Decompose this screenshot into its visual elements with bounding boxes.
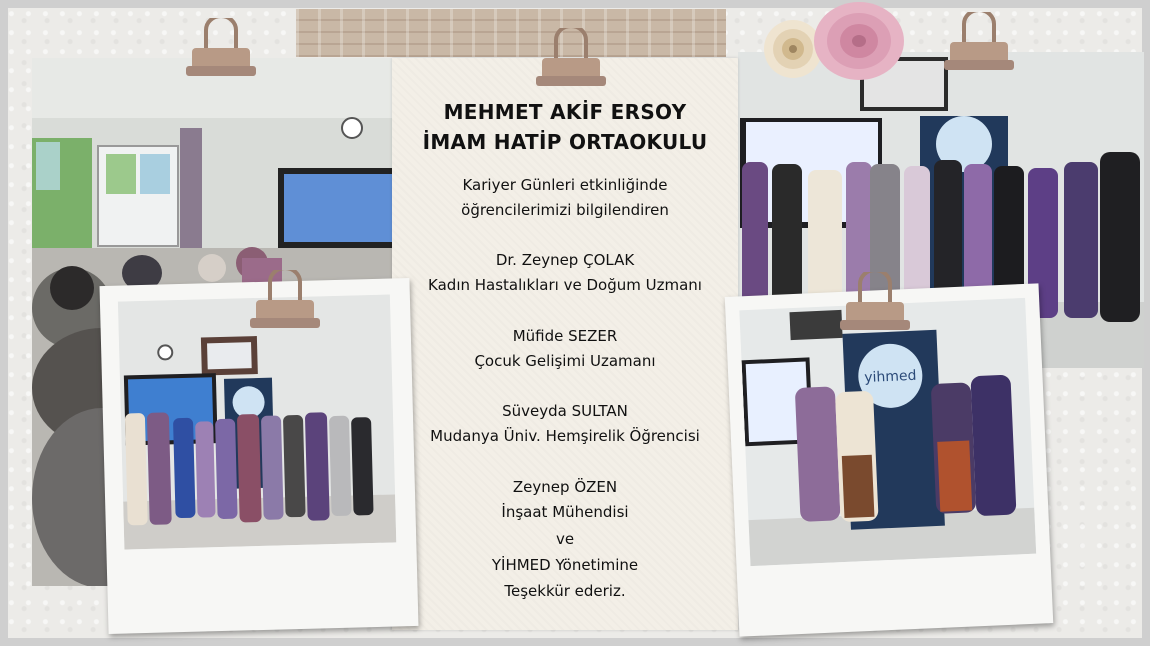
organization-line: YİHMED Yönetimine <box>491 556 639 574</box>
connector-word: ve <box>555 530 575 548</box>
school-name-line1: MEHMET AKİF ERSOY <box>443 100 687 124</box>
binder-clip-icon <box>536 28 606 90</box>
school-name-line2: İMAM HATİP ORTAOKULU <box>422 130 708 154</box>
thank-you-note <box>392 58 738 630</box>
binder-clip-icon <box>944 12 1014 74</box>
guest-role: İnşaat Mühendisi <box>501 503 629 521</box>
thanks-line: Teşekkür ederiz. <box>504 582 626 600</box>
intro-line2: öğrencilerimizi bilgilendiren <box>461 201 669 219</box>
guest-name: Müfide SEZER <box>512 327 618 345</box>
polaroid-photo-right <box>725 283 1054 636</box>
brick-texture-strip <box>296 9 726 57</box>
binder-clip-icon <box>186 18 256 80</box>
banner-logo-text: yihmed <box>863 367 917 386</box>
guest-name: Süveyda SULTAN <box>502 402 628 420</box>
binder-clip-icon <box>840 272 910 334</box>
guest-name: Zeynep ÖZEN <box>512 478 618 496</box>
binder-clip-icon <box>250 270 320 332</box>
guest-role: Çocuk Gelişimi Uzamanı <box>474 352 656 370</box>
guest-role: Mudanya Üniv. Hemşirelik Öğrencisi <box>430 427 700 445</box>
guest-role: Kadın Hastalıkları ve Doğum Uzmanı <box>428 276 702 294</box>
intro-line1: Kariyer Günleri etkinliğinde <box>462 176 668 194</box>
guest-name: Dr. Zeynep ÇOLAK <box>495 251 635 269</box>
pink-flower-decoration <box>812 0 906 82</box>
